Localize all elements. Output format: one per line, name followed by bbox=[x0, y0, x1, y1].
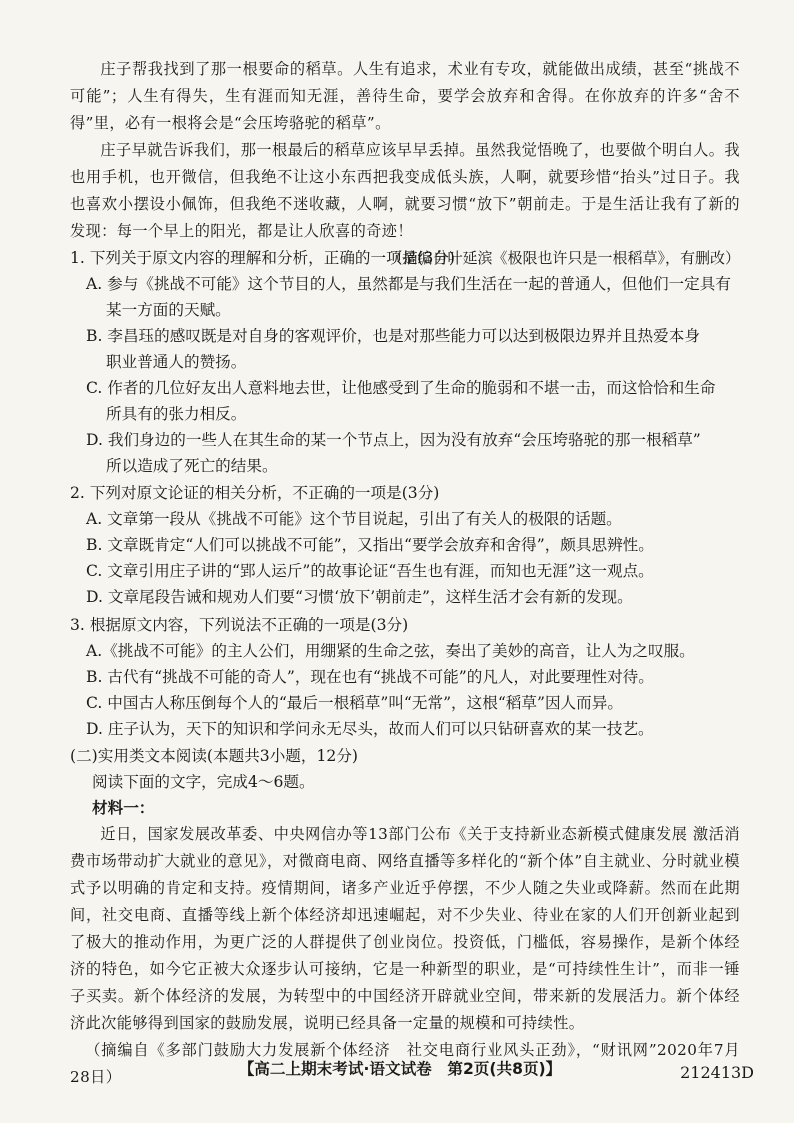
option-a-cont: 某一方面的天赋。 bbox=[106, 301, 231, 319]
passage-source: （摘编自叶延滨《极限也许只是一根稻草》，有删改） bbox=[387, 249, 740, 267]
question-3 bbox=[70, 612, 740, 742]
section-instruction: 阅读下面的文字，完成4～6题。 bbox=[92, 773, 315, 791]
passage-paragraph: 庄子帮我找到了那一根要命的稻草。人生有追求，术业有专攻，就能做出成绩，甚至“挑战不可能”；人生有得失，生有涯而知无涯，善待生命，要学会放弃和舍得。在你放弃的许多“舍不得”里，必有一根将会是“会压垮骆驼的稻草”。 bbox=[70, 60, 740, 132]
exam-code: 212413D bbox=[680, 1063, 754, 1082]
option-a: A.《挑战不可能》的主人公们，用绷紧的生命之弦，奏出了美妙的高音，让人为之叹服。 bbox=[86, 642, 695, 660]
option-c: C. 文章引用庄子讲的“郢人运斤”的故事论证“吾生也有涯，而知也无涯”这一观点。 bbox=[86, 562, 654, 580]
option-b: B. 古代有“挑战不可能的奇人”，现在也有“挑战不可能”的凡人，对此要理性对待。 bbox=[86, 668, 654, 686]
material-title: 材料一： bbox=[92, 798, 155, 817]
option-c: C. 作者的几位好友出人意料地去世，让他感受到了生命的脆弱和不堪一击，而这恰恰和生命 bbox=[86, 379, 716, 397]
option-c-cont: 所具有的张力相反。 bbox=[106, 405, 247, 423]
option-a: A. 参与《挑战不可能》这个节目的人，虽然都是与我们生活在一起的普通人，但他们一定具有 bbox=[86, 275, 731, 293]
passage-paragraph: 庄子早就告诉我们，那一根最后的稻草应该早早丢掉。虽然我觉悟晚了，也要做个明白人。我也用手机，也开微信，但我绝不让这小东西把我变成低头族，人啊，就要珍惜“抬头”过日子。我也喜欢小摆设小佩饰，但我绝不迷收藏，人啊，就要习惯“放下”朝前走。于是生活让我有了新的发现：每一个早上的阳光，都是让人欣喜的奇迹！ bbox=[70, 141, 740, 240]
question-stem: 2. 下列对原文论证的相关分析，不正确的一项是(3分) bbox=[70, 484, 440, 502]
material-text: 近日，国家发展改革委、中央网信办等13部门公布《关于支持新业态新模式健康发展 激活消费市场带动扩大就业的意见》，对微商电商、网络直播等多样化的“新个体”自主就业、分时就业模式予以明确的肯定和支持。疫情期间，诸多产业近乎停摆，不少人随之失业或降薪。然而在此期间，社交电商、直播等线上新个体经济却迅速崛起，对不少失业、待业在家的人们开创新业起到了极大的推动作用，为更广泛的人群提供了创业岗位。投资低，门槛低，容易操作，是新个体经济的特色，如今它正被大众逐步认可接纳，它是一种新型的职业，是“可持续性生计”，而非一锤子买卖。新个体经济的发展，为转型中的中国经济开辟就业空间，带来新的发展活力。新个体经济此次能够得到国家的鼓励发展，说明已经具备一定量的规模和可持续性。 bbox=[70, 825, 740, 1032]
question-stem: 1. 下列关于原文内容的理解和分析，正确的一项是(3分) bbox=[70, 249, 455, 267]
section-2 bbox=[70, 743, 740, 1091]
question-stem: 3. 根据原文内容，下列说法不正确的一项是(3分) bbox=[70, 616, 409, 634]
option-d: D. 文章尾段告诫和规劝人们要“习惯‘放下’朝前走”，这样生活才会有新的发现。 bbox=[86, 588, 633, 606]
option-b: B. 文章既肯定“人们可以挑战不可能”，又指出“要学会放弃和舍得”，颇具思辨性。 bbox=[86, 536, 654, 554]
option-c: C. 中国古人称压倒每个人的“最后一根稻草”叫“无常”，这根“稻草”因人而异。 bbox=[86, 694, 623, 712]
option-b: B. 李昌珏的感叹既是对自身的客观评价，也是对那些能力可以达到极限边界并且热爱本身 bbox=[86, 327, 700, 345]
option-a: A. 文章第一段从《挑战不可能》这个节目说起，引出了有关人的极限的话题。 bbox=[86, 510, 622, 528]
option-d: D. 我们身边的一些人在其生命的某一个节点上，因为没有放弃“会压垮骆驼的那一根稻草” bbox=[86, 431, 701, 449]
question-2 bbox=[70, 480, 740, 610]
option-b-cont: 职业普通人的赞扬。 bbox=[106, 353, 247, 371]
passage-ending bbox=[70, 56, 740, 272]
material-source: （摘编自《多部门鼓励大力发展新个体经济 社交电商行业风头正劲》，“财讯网”2020年7月28日） bbox=[70, 1041, 740, 1086]
page-footer: 【高二上期末考试·语文试卷 第2页(共8页)】 bbox=[238, 1060, 562, 1078]
section-title: (二)实用类文本阅读(本题共3小题，12分) bbox=[70, 747, 359, 765]
option-d-cont: 所以造成了死亡的结果。 bbox=[106, 457, 278, 475]
question-1 bbox=[70, 245, 740, 479]
option-d: D. 庄子认为，天下的知识和学问永无尽头，故而人们可以只钻研喜欢的某一技艺。 bbox=[86, 720, 654, 738]
